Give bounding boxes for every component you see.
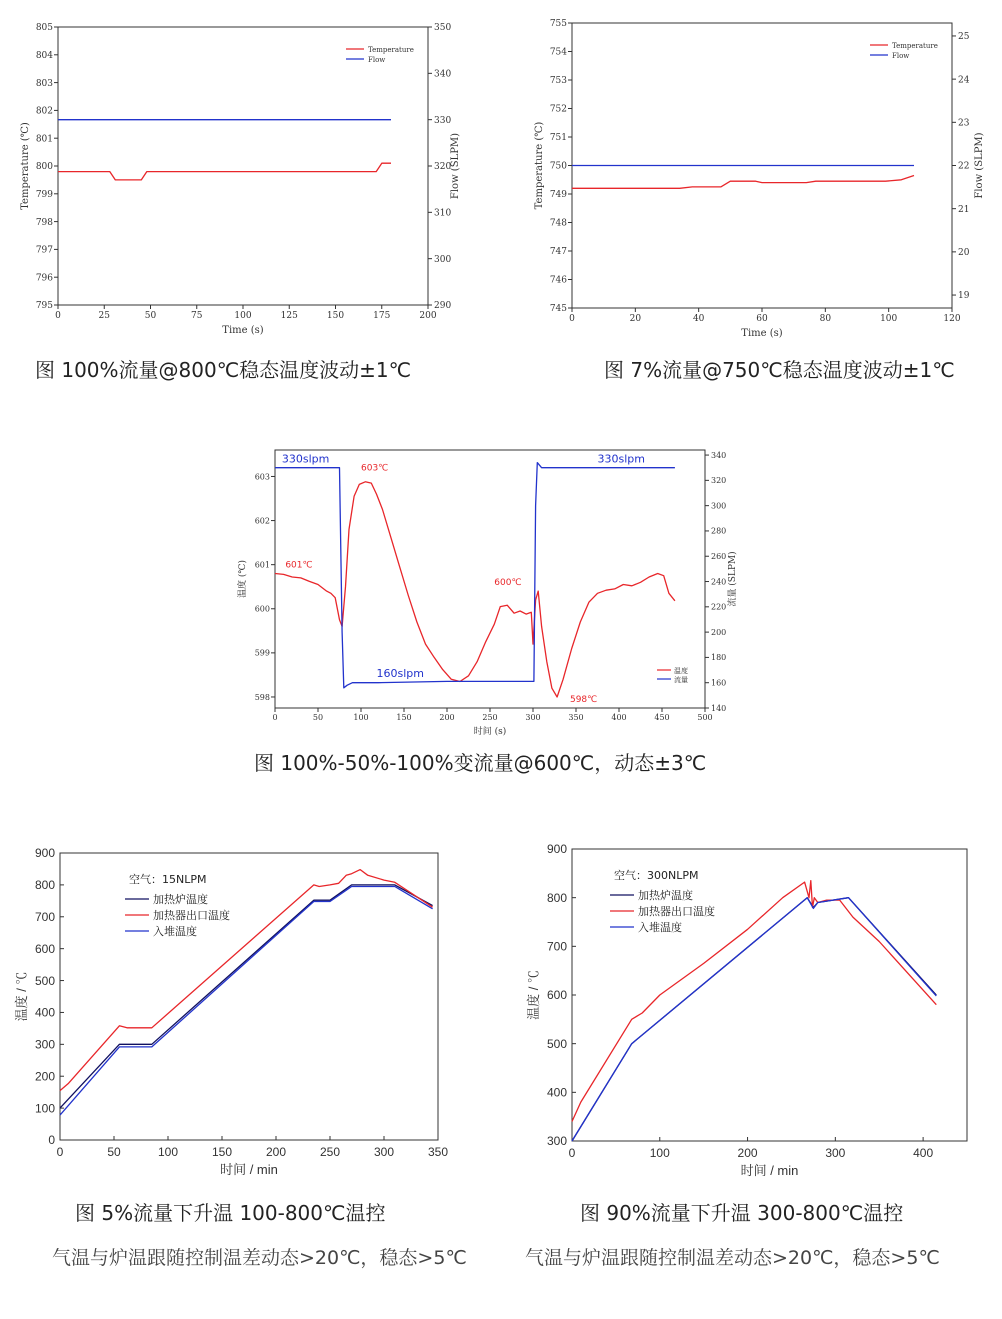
y-tick-label: 200 [34, 1069, 55, 1084]
y-tick-label: 750 [549, 161, 567, 172]
chart-panel-5 [500, 830, 990, 1185]
y-tick-label: 802 [35, 106, 53, 117]
x-tick-label: 100 [234, 311, 252, 321]
caption-chart-1: 图 100%流量@800℃稳态温度波动±1℃ [35, 358, 412, 382]
y-tick-label: 400 [546, 1085, 567, 1100]
y2-tick-label: 320 [434, 162, 452, 173]
x-axis-label: 时间 (s) [473, 727, 507, 737]
series-line-2 [572, 881, 936, 1122]
x-axis-label: 时间 / min [740, 1163, 799, 1178]
x-tick-label: 200 [419, 311, 437, 321]
y-tick-label: 500 [546, 1036, 567, 1051]
series-line-1 [275, 482, 675, 697]
legend-label: 加热器出口温度 [638, 905, 715, 918]
chart-panel-2 [520, 0, 1000, 350]
y-tick-label: 602 [254, 516, 270, 526]
y2-tick-label: 24 [958, 75, 970, 86]
chart-1 [0, 0, 470, 345]
y-tick-label: 745 [549, 304, 567, 315]
y2-tick-label: 260 [711, 552, 727, 562]
y-tick-label: 900 [34, 846, 55, 861]
caption-chart-4: 图 5%流量下升温 100-800℃温控 [75, 1201, 386, 1225]
y-tick-label: 799 [35, 189, 53, 200]
y-tick-label: 900 [546, 842, 567, 857]
y-tick-label: 601 [254, 560, 270, 570]
y2-tick-label: 340 [434, 69, 452, 80]
y2-axis-label: Flow (SLPM) [450, 132, 461, 200]
y-tick-label: 300 [546, 1134, 567, 1149]
y2-tick-label: 20 [958, 248, 970, 259]
y2-tick-label: 160 [711, 678, 727, 688]
y-tick-label: 805 [35, 23, 53, 34]
y-tick-label: 803 [35, 78, 53, 89]
y-tick-label: 751 [549, 133, 567, 144]
y-tick-label: 700 [546, 939, 567, 954]
y2-tick-label: 280 [711, 526, 727, 536]
legend-label: Flow [368, 56, 386, 64]
y-tick-label: 753 [549, 76, 567, 87]
series-line-1 [58, 163, 391, 180]
annotation-label: 330slpm [597, 452, 645, 466]
y-tick-label: 796 [35, 273, 53, 284]
y2-tick-label: 300 [434, 254, 452, 265]
x-tick-label: 150 [396, 713, 412, 722]
x-tick-label: 0 [569, 314, 575, 324]
annotation-label: 601℃ [285, 560, 313, 571]
x-tick-label: 60 [756, 314, 768, 324]
x-tick-label: 0 [56, 1145, 64, 1159]
series-line-1 [60, 885, 433, 1108]
series-line-3 [572, 898, 936, 1141]
y-tick-label: 801 [35, 134, 53, 145]
series-line-2 [275, 463, 675, 688]
y-tick-label: 800 [546, 890, 567, 905]
y-tick-label: 603 [254, 472, 270, 482]
x-tick-label: 40 [692, 314, 705, 324]
x-tick-label: 25 [98, 311, 110, 321]
caption-chart-5: 图 90%流量下升温 300-800℃温控 [580, 1201, 904, 1225]
y2-tick-label: 350 [434, 23, 452, 34]
x-tick-label: 400 [913, 1146, 934, 1160]
x-tick-label: 200 [265, 1145, 287, 1159]
x-tick-label: 350 [427, 1145, 449, 1159]
chart-2 [520, 0, 1000, 350]
annotation-label: 603℃ [361, 463, 389, 474]
x-tick-label: 250 [482, 713, 498, 722]
y-tick-label: 746 [549, 275, 567, 286]
x-tick-label: 0 [568, 1146, 576, 1160]
annotation-label: 598℃ [569, 694, 598, 705]
x-tick-label: 125 [280, 311, 298, 321]
y-axis-label: 温度 / ℃ [14, 971, 29, 1022]
legend-label: 流量 [674, 676, 688, 684]
x-tick-label: 350 [568, 713, 584, 722]
x-tick-label: 175 [373, 311, 391, 321]
y2-tick-label: 180 [711, 653, 727, 663]
chart-panel-3 [230, 440, 770, 740]
y-tick-label: 700 [34, 909, 55, 924]
x-tick-label: 100 [649, 1146, 670, 1160]
x-tick-label: 50 [144, 311, 157, 321]
y-tick-label: 800 [34, 878, 55, 893]
x-tick-label: 300 [825, 1146, 846, 1160]
x-tick-label: 200 [439, 713, 455, 722]
x-tick-label: 400 [611, 713, 627, 722]
y2-tick-label: 220 [711, 602, 727, 612]
y-axis-label: 温度 (℃) [238, 560, 248, 598]
annotation-label: 330slpm [281, 452, 330, 466]
y-axis-label: Temperature (℃) [534, 121, 545, 210]
y-tick-label: 598 [254, 692, 270, 702]
x-tick-label: 250 [319, 1145, 341, 1159]
x-tick-label: 300 [525, 713, 541, 722]
y2-tick-label: 22 [958, 161, 970, 172]
y-tick-label: 800 [35, 162, 53, 173]
y-tick-label: 600 [254, 604, 270, 614]
chart-panel-4 [0, 830, 470, 1185]
x-tick-label: 100 [880, 314, 898, 324]
legend-title: 空气：300NLPM [614, 869, 699, 882]
y-tick-label: 748 [549, 218, 567, 229]
y-tick-label: 300 [34, 1037, 55, 1052]
y-tick-label: 798 [35, 217, 53, 228]
legend-label: 入堆温度 [153, 925, 197, 938]
legend-label: 入堆温度 [638, 921, 682, 934]
y2-axis-label: 流量 (SLPM) [728, 551, 738, 607]
x-tick-label: 150 [326, 311, 345, 321]
y-tick-label: 100 [34, 1101, 55, 1116]
y2-tick-label: 140 [711, 703, 727, 713]
x-tick-label: 100 [157, 1145, 179, 1159]
y-tick-label: 400 [34, 1005, 55, 1020]
y2-tick-label: 330 [434, 115, 452, 126]
annotation-label: 600℃ [494, 578, 522, 589]
x-tick-label: 80 [819, 314, 832, 324]
legend-label: Temperature [892, 42, 938, 50]
y-tick-label: 500 [34, 973, 55, 988]
caption-chart-2: 图 7%流量@750℃稳态温度波动±1℃ [604, 358, 955, 382]
plot-frame [572, 849, 967, 1141]
x-tick-label: 100 [353, 713, 369, 722]
series-line-1 [572, 176, 914, 189]
y2-tick-label: 23 [958, 118, 970, 129]
y2-tick-label: 21 [958, 204, 970, 215]
series-line-3 [60, 887, 433, 1116]
y-axis-label: 温度 / ℃ [526, 970, 541, 1020]
y-tick-label: 755 [549, 19, 567, 30]
x-tick-label: 200 [737, 1146, 758, 1160]
x-tick-label: 120 [943, 314, 961, 324]
x-tick-label: 0 [272, 713, 278, 722]
legend-label: Flow [892, 52, 910, 60]
chart-5 [500, 830, 990, 1185]
y2-tick-label: 290 [434, 301, 452, 312]
y-tick-label: 600 [34, 941, 55, 956]
plot-frame [60, 853, 438, 1140]
y2-tick-label: 300 [711, 501, 727, 511]
y-tick-label: 600 [546, 988, 567, 1003]
subcaption-chart-4: 气温与炉温跟随控制温差动态>20℃，稳态>5℃ [52, 1247, 467, 1269]
y2-tick-label: 19 [958, 291, 970, 302]
series-line-2 [60, 870, 433, 1091]
x-axis-label: Time (s) [741, 328, 783, 339]
legend-label: 加热炉温度 [153, 893, 208, 906]
chart-4 [0, 830, 470, 1185]
y-tick-label: 747 [549, 247, 567, 258]
y-tick-label: 752 [549, 104, 567, 115]
y-tick-label: 749 [549, 190, 567, 201]
y2-tick-label: 25 [958, 32, 970, 43]
y2-tick-label: 340 [711, 450, 727, 460]
x-tick-label: 450 [654, 713, 670, 722]
x-axis-label: Time (s) [222, 325, 264, 336]
x-tick-label: 150 [211, 1145, 233, 1159]
x-tick-label: 50 [107, 1145, 121, 1159]
legend-title: 空气：15NLPM [129, 873, 207, 886]
y-tick-label: 0 [48, 1133, 55, 1148]
y-axis-label: Temperature (℃) [20, 122, 31, 210]
legend-label: Temperature [368, 46, 414, 54]
y-tick-label: 599 [254, 648, 270, 658]
y-tick-label: 797 [35, 245, 53, 256]
x-tick-label: 20 [629, 314, 642, 324]
chart-panel-1 [0, 0, 470, 345]
x-tick-label: 300 [373, 1145, 395, 1159]
x-axis-label: 时间 / min [220, 1162, 278, 1177]
y2-tick-label: 240 [711, 577, 727, 587]
subcaption-chart-5: 气温与炉温跟随控制温差动态>20℃，稳态>5℃ [525, 1247, 940, 1269]
legend-label: 加热器出口温度 [153, 909, 230, 922]
legend-label: 加热炉温度 [638, 889, 693, 902]
annotation-label: 160slpm [376, 666, 424, 680]
x-tick-label: 500 [697, 713, 713, 722]
caption-chart-3: 图 100%-50%-100%变流量@600℃，动态±3℃ [254, 751, 707, 775]
y-tick-label: 804 [35, 50, 53, 61]
y-tick-label: 754 [549, 47, 567, 58]
y2-tick-label: 310 [434, 208, 452, 219]
x-tick-label: 75 [191, 311, 203, 321]
plot-frame [58, 27, 428, 305]
legend-label: 温度 [674, 667, 688, 675]
y2-tick-label: 200 [711, 627, 727, 637]
x-tick-label: 50 [312, 713, 324, 722]
y2-tick-label: 320 [711, 476, 727, 486]
y-tick-label: 795 [35, 301, 53, 312]
x-tick-label: 0 [55, 311, 61, 321]
y2-axis-label: Flow (SLPM) [974, 132, 985, 199]
chart-3 [230, 440, 770, 740]
